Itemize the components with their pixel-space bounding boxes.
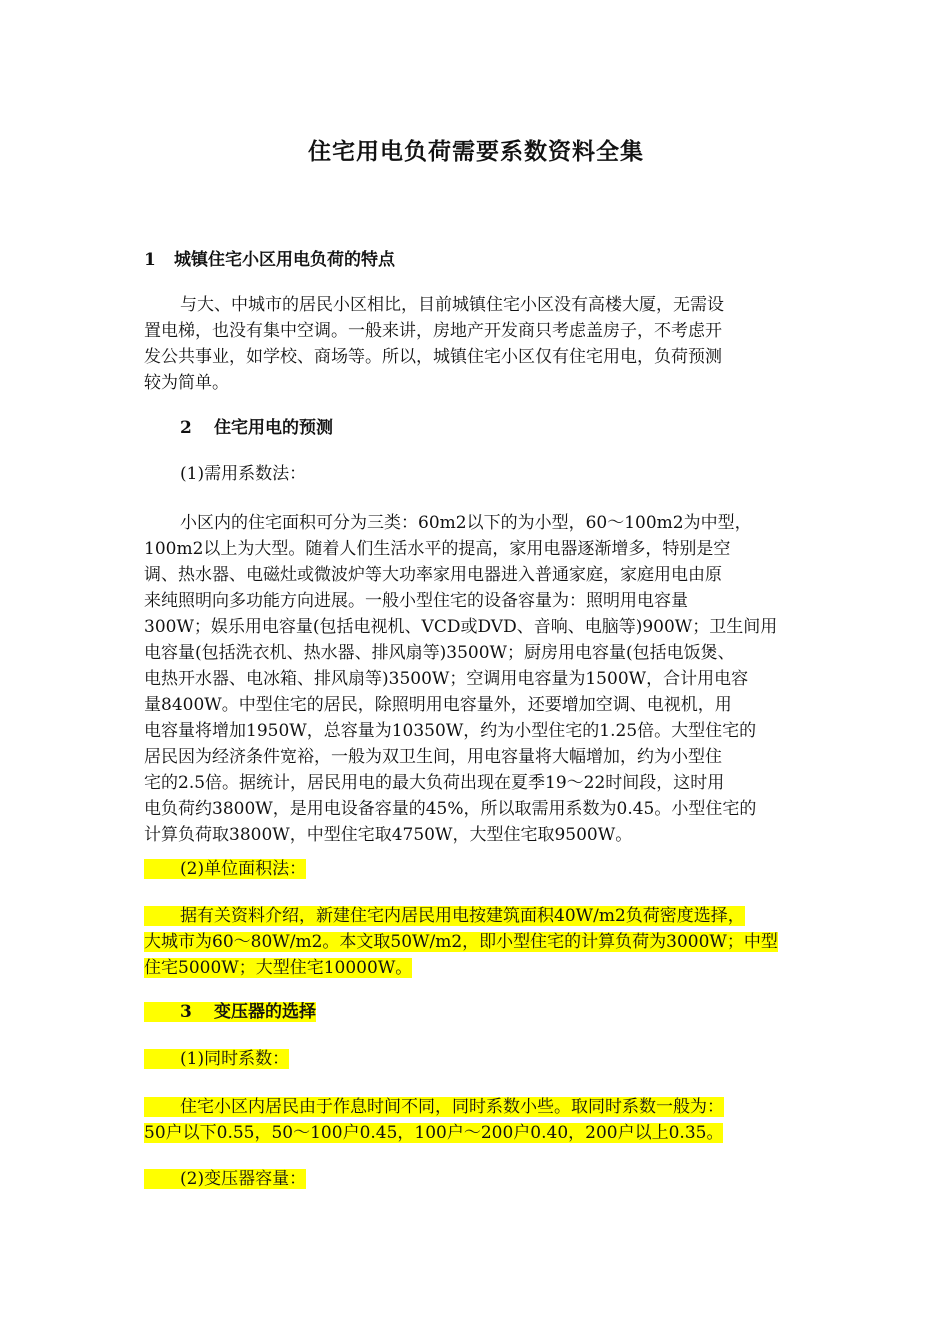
text-line: 电热开水器、电冰箱、排风扇等)3500W；空调用电容量为1500W，合计用电容: [144, 669, 749, 689]
text-line: 据有关资料介绍，新建住宅内居民用电按建筑面积40W/m2负荷密度选择，: [144, 903, 808, 929]
text-line: 计算负荷取3800W，中型住宅取4750W，大型住宅取9500W。: [144, 825, 633, 845]
section-1-paragraph: [144, 292, 808, 396]
text-line: 量8400W。中型住宅的居民，除照明用电容量外，还要增加空调、电视机，用: [144, 695, 732, 715]
subheading-unit-area: (2)单位面积法：: [144, 856, 808, 882]
text-line: 100m2以上为大型。随着人们生活水平的提高，家用电器逐渐增多，特别是空: [144, 539, 731, 559]
section-title: 城镇住宅小区用电负荷的特点: [174, 250, 395, 270]
section-2-paragraph: [144, 510, 808, 848]
section-title: 变压器的选择: [214, 1002, 316, 1022]
simultaneity-paragraph: [144, 1094, 808, 1146]
text-line: 居民因为经济条件宽裕，一般为双卫生间，用电容量将大幅增加，约为小型住: [144, 747, 722, 767]
section-2-heading: [144, 415, 808, 441]
text-line: 来纯照明向多功能方向进展。一般小型住宅的设备容量为：照明用电容量: [144, 591, 688, 611]
section-number: 2: [180, 418, 192, 438]
text-line: 发公共事业，如学校、商场等。所以，城镇住宅小区仅有住宅用电，负荷预测: [144, 347, 722, 367]
unit-area-paragraph: [144, 903, 808, 981]
text-line: 电负荷约3800W，是用电设备容量的45%，所以取需用系数为0.45。小型住宅的: [144, 799, 757, 819]
text-line: 电容量将增加1950W，总容量为10350W，约为小型住宅的1.25倍。大型住宅的: [144, 721, 757, 741]
text-line: 宅的2.5倍。据统计，居民用电的最大负荷出现在夏季19～22时间段，这时用: [144, 773, 725, 793]
text-line: 较为简单。: [144, 373, 229, 393]
section-number: 3: [180, 1002, 192, 1022]
text-line: 电容量(包括洗衣机、热水器、排风扇等)3500W；厨房用电容量(包括电饭煲、: [144, 643, 735, 663]
text-line: 住宅小区内居民由于作息时间不同，同时系数小些。取同时系数一般为：: [144, 1094, 808, 1120]
text-line: 置电梯，也没有集中空调。一般来讲，房地产开发商只考虑盖房子，不考虑开: [144, 321, 722, 341]
section-3-heading: [144, 999, 808, 1025]
section-number: 1: [144, 250, 156, 270]
section-title: 住宅用电的预测: [214, 418, 333, 438]
subheading-simultaneity: (1)同时系数：: [144, 1046, 808, 1072]
text-line: 住宅5000W；大型住宅10000W。: [144, 958, 413, 978]
text-line: 大城市为60～80W/m2。本文取50W/m2，即小型住宅的计算负荷为3000W；中型: [144, 932, 778, 952]
subheading-transformer-capacity: (2)变压器容量：: [144, 1166, 808, 1192]
text-line: 300W；娱乐用电容量(包括电视机、VCD或DVD、音响、电脑等)900W；卫生间用: [144, 617, 778, 637]
document-title: 住宅用电负荷需要系数资料全集: [308, 138, 644, 165]
text-line: 调、热水器、电磁灶或微波炉等大功率家用电器进入普通家庭，家庭用电由原: [144, 565, 722, 585]
section-1-heading: [144, 247, 808, 273]
text-line: 50户以下0.55，50～100户0.45，100户～200户0.40，200户以上0.35。: [144, 1123, 724, 1143]
text-line: 与大、中城市的居民小区相比，目前城镇住宅小区没有高楼大厦，无需设: [180, 295, 724, 315]
subheading-demand-coefficient: (1)需用系数法：: [180, 464, 307, 484]
text-line: 小区内的住宅面积可分为三类：60m2以下的为小型，60～100m2为中型，: [180, 513, 752, 533]
